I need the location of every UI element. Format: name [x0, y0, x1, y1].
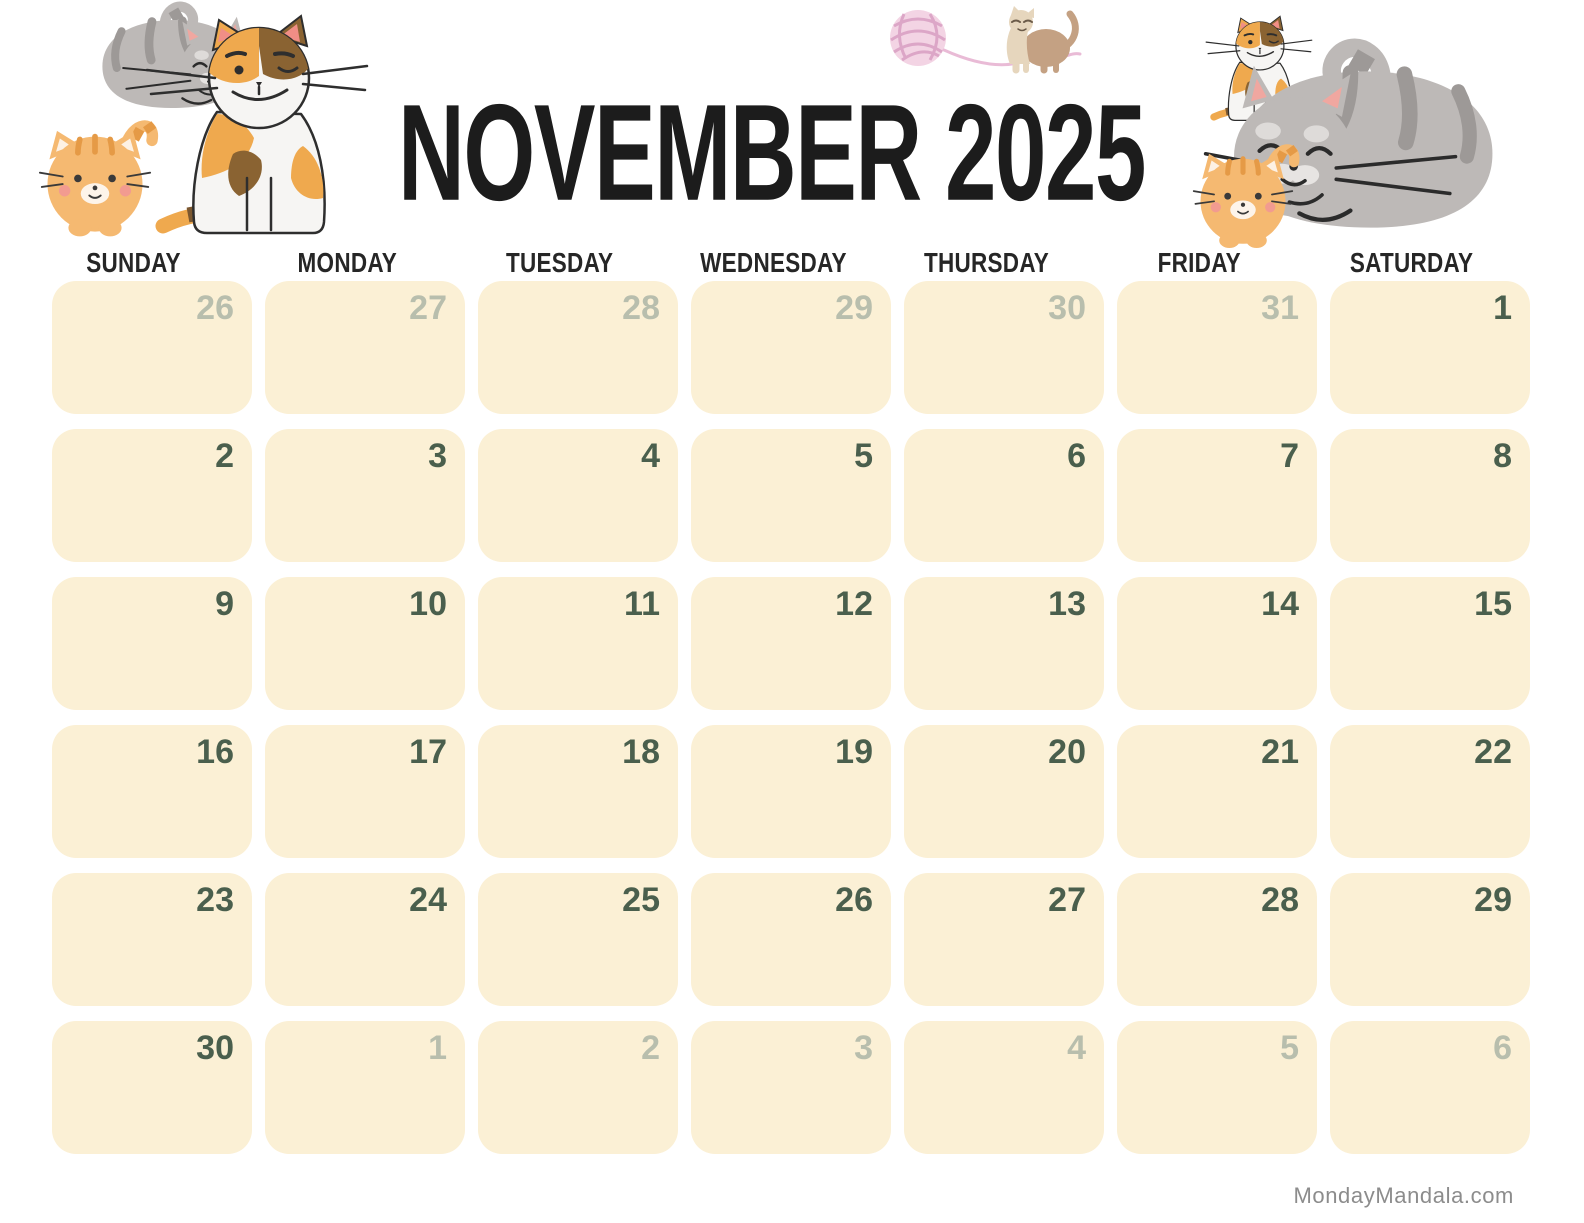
day-number: 15 — [1474, 585, 1512, 623]
calendar-day-cell — [52, 429, 252, 562]
calendar-day-cell — [691, 873, 891, 1006]
day-number: 18 — [622, 733, 660, 771]
day-number: 11 — [624, 585, 660, 623]
calendar-day-cell — [478, 281, 678, 414]
day-number: 24 — [409, 881, 447, 919]
day-number: 31 — [1261, 289, 1299, 327]
calendar-day-cell — [904, 873, 1104, 1006]
day-number: 10 — [409, 585, 447, 623]
day-number: 29 — [835, 289, 873, 327]
day-number: 16 — [196, 733, 234, 771]
calendar-title — [0, 76, 1544, 234]
calendar-day-cell — [265, 725, 465, 858]
calendar-day-cell — [1330, 725, 1530, 858]
day-number: 2 — [641, 1029, 660, 1067]
day-number: 4 — [641, 437, 660, 475]
day-header-sunday — [34, 249, 234, 278]
calendar-day-cell — [1117, 429, 1317, 562]
calendar-title-text: NOVEMBER 2025 — [398, 76, 1146, 229]
day-header-label: FRIDAY — [1157, 247, 1241, 279]
day-number: 6 — [1493, 1029, 1512, 1067]
calendar-day-cell — [52, 725, 252, 858]
day-number: 4 — [1067, 1029, 1086, 1067]
calendar-day-cell — [52, 1021, 252, 1154]
calendar-day-cell — [265, 873, 465, 1006]
day-header-monday — [247, 249, 447, 278]
day-number: 12 — [835, 585, 873, 623]
day-number: 25 — [622, 881, 660, 919]
day-number: 9 — [215, 585, 234, 623]
day-header-thursday — [886, 249, 1086, 278]
calendar-day-cell — [1117, 1021, 1317, 1154]
calendar-day-cell — [904, 281, 1104, 414]
calendar-day-cell — [904, 725, 1104, 858]
day-number: 30 — [1048, 289, 1086, 327]
calendar-day-cell — [478, 429, 678, 562]
day-header-label: SATURDAY — [1350, 247, 1474, 279]
calendar-day-cell — [904, 1021, 1104, 1154]
day-number: 26 — [835, 881, 873, 919]
day-number: 14 — [1261, 585, 1299, 623]
day-header-label: SUNDAY — [86, 247, 182, 279]
day-number: 21 — [1261, 733, 1299, 771]
day-number: 7 — [1280, 437, 1299, 475]
calendar-day-cell — [265, 577, 465, 710]
calendar-day-cell — [691, 1021, 891, 1154]
day-number: 5 — [1280, 1029, 1299, 1067]
calendar-day-cell — [691, 281, 891, 414]
calendar-grid — [52, 281, 1530, 1154]
calendar-day-cell — [52, 873, 252, 1006]
yarn-and-cat-decoration — [878, 2, 1088, 74]
calendar-day-cell — [478, 577, 678, 710]
day-number: 13 — [1048, 585, 1086, 623]
day-number: 20 — [1048, 733, 1086, 771]
day-number: 29 — [1474, 881, 1512, 919]
calendar-day-cell — [265, 281, 465, 414]
day-number: 2 — [215, 437, 234, 475]
day-number: 5 — [854, 437, 873, 475]
calendar-day-cell — [265, 1021, 465, 1154]
day-header-label: THURSDAY — [923, 247, 1049, 279]
day-number: 30 — [196, 1029, 234, 1067]
calendar-day-cell — [691, 725, 891, 858]
day-number: 1 — [428, 1029, 447, 1067]
day-number: 3 — [854, 1029, 873, 1067]
calendar-day-cell — [1330, 281, 1530, 414]
calendar-day-cell — [1117, 873, 1317, 1006]
day-number: 27 — [1048, 881, 1086, 919]
calendar-day-cell — [478, 1021, 678, 1154]
day-number: 28 — [1261, 881, 1299, 919]
calendar-day-cell — [1117, 725, 1317, 858]
calendar-day-cell — [904, 429, 1104, 562]
calendar-day-cell — [1330, 1021, 1530, 1154]
day-header-saturday — [1312, 249, 1512, 278]
calendar-day-cell — [1330, 577, 1530, 710]
calendar-day-cell — [1117, 577, 1317, 710]
day-number: 22 — [1474, 733, 1512, 771]
day-header-label: TUESDAY — [506, 247, 614, 279]
calendar-day-cell — [904, 577, 1104, 710]
day-header-label: WEDNESDAY — [699, 247, 847, 279]
day-number: 1 — [1493, 289, 1512, 327]
day-header-row — [34, 249, 1512, 278]
day-number: 19 — [835, 733, 873, 771]
calendar-day-cell — [52, 577, 252, 710]
day-header-friday — [1099, 249, 1299, 278]
day-number: 8 — [1493, 437, 1512, 475]
day-number: 3 — [428, 437, 447, 475]
calendar-day-cell — [691, 577, 891, 710]
day-number: 27 — [409, 289, 447, 327]
calendar-day-cell — [478, 873, 678, 1006]
day-header-tuesday — [460, 249, 660, 278]
day-header-label: MONDAY — [297, 247, 397, 279]
footer-site-link[interactable]: MondayMandala.com — [1293, 1183, 1514, 1208]
calendar-day-cell — [691, 429, 891, 562]
day-number: 23 — [196, 881, 234, 919]
calendar-day-cell — [265, 429, 465, 562]
calendar-day-cell — [52, 281, 252, 414]
day-number: 28 — [622, 289, 660, 327]
calendar-day-cell — [1117, 281, 1317, 414]
day-header-wednesday — [673, 249, 873, 278]
calendar-day-cell — [1330, 429, 1530, 562]
tan-standing-cat-icon — [1007, 6, 1076, 70]
calendar-day-cell — [478, 725, 678, 858]
day-number: 6 — [1067, 437, 1086, 475]
calendar-day-cell — [1330, 873, 1530, 1006]
day-number: 17 — [409, 733, 447, 771]
day-number: 26 — [196, 289, 234, 327]
